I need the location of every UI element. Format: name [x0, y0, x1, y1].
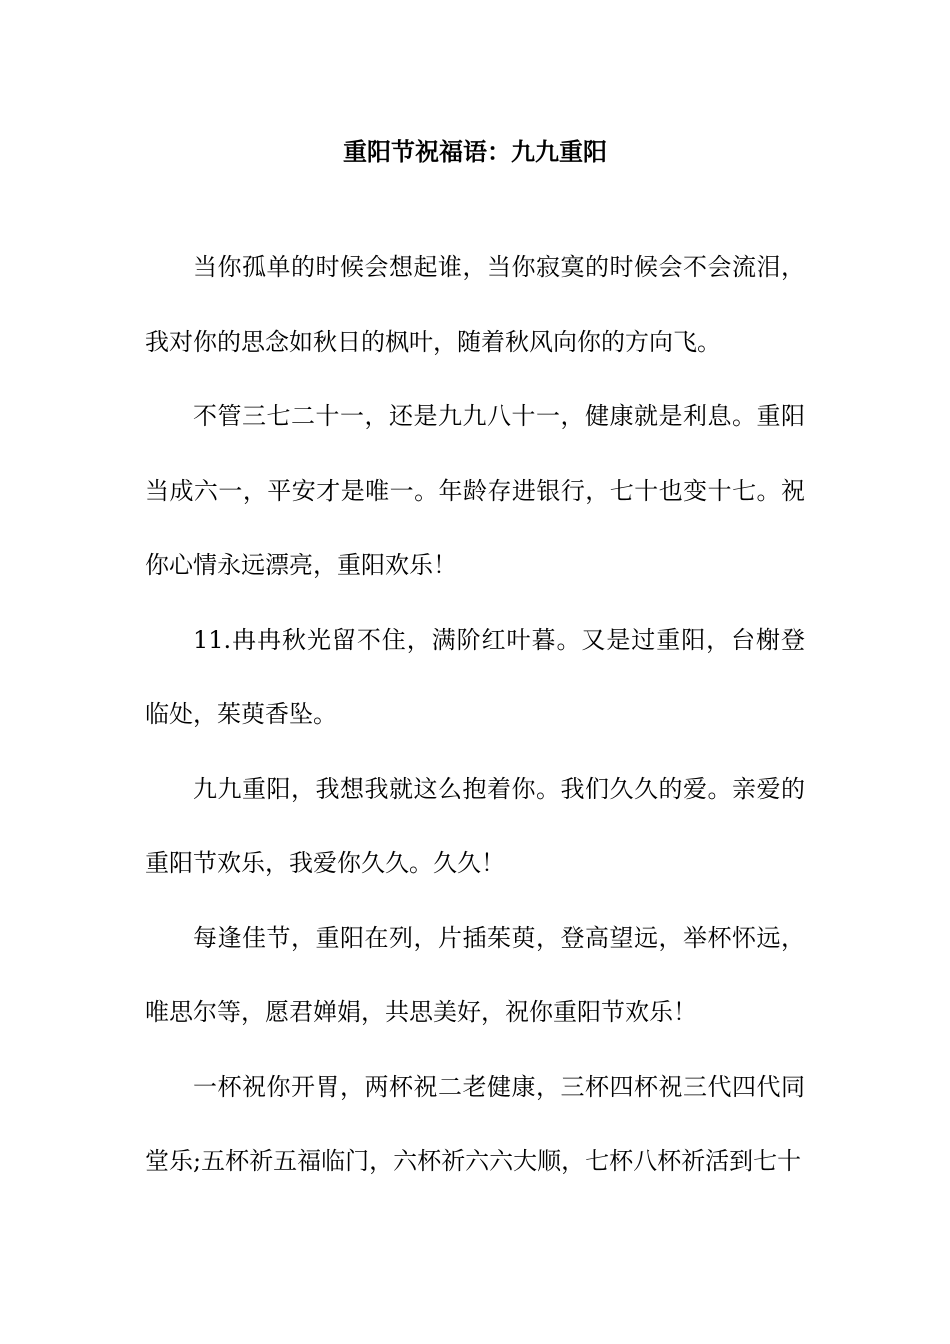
paragraph: 当你孤单的时候会想起谁，当你寂寞的时候会不会流泪，我对你的思念如秋日的枫叶，随着秋风向你的方向飞。 [145, 253, 805, 356]
document-body [145, 230, 805, 1199]
paragraph: 一杯祝你开胃，两杯祝二老健康，三杯四杯祝三代四代同堂乐;五杯祈五福临门，六杯祈六六大顺，七杯八杯祈活到七十 [145, 1072, 805, 1175]
paragraph: 九九重阳，我想我就这么抱着你。我们久久的爱。亲爱的重阳节欢乐，我爱你久久。久久！ [145, 774, 805, 877]
paragraph: 11.冉冉秋光留不住，满阶红叶暮。又是过重阳，台榭登临处，茱萸香坠。 [145, 625, 805, 728]
paragraph: 每逢佳节，重阳在列，片插茱萸，登高望远，举杯怀远，唯思尔等，愿君婵娟，共思美好，祝你重阳节欢乐！ [145, 923, 805, 1026]
paragraph: 不管三七二十一，还是九九八十一，健康就是利息。重阳当成六一，平安才是唯一。年龄存进银行，七十也变十七。祝你心情永远漂亮，重阳欢乐！ [145, 402, 805, 579]
document-title: 重阳节祝福语：九九重阳 [343, 137, 607, 166]
